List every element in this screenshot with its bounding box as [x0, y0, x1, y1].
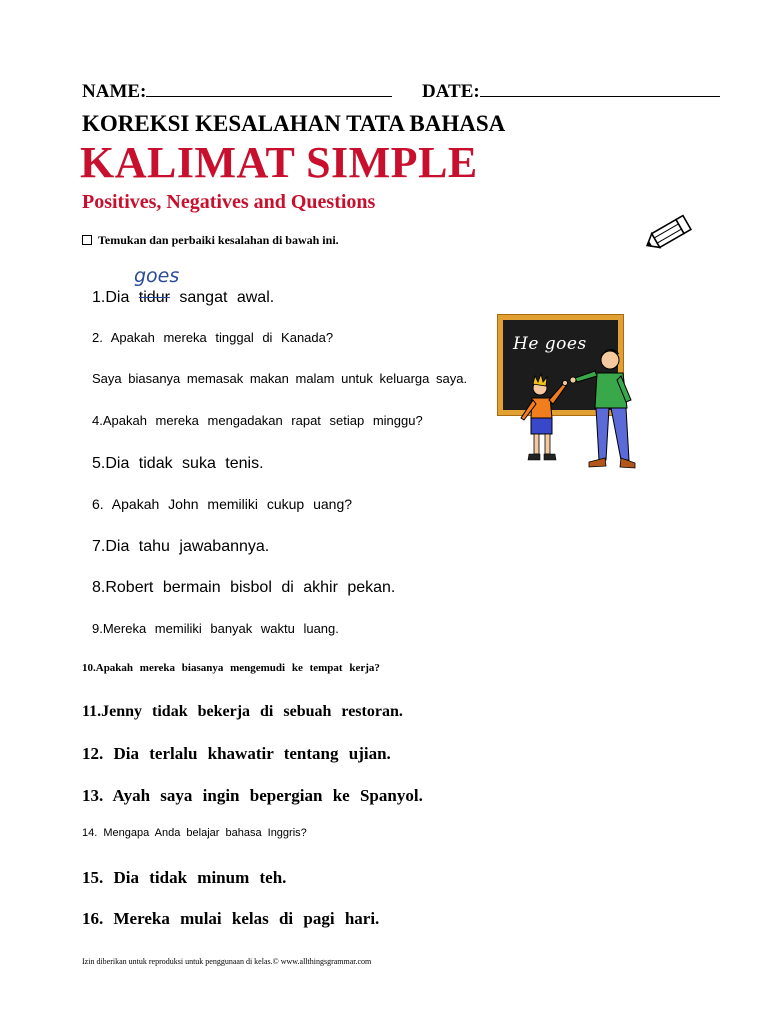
footer-copyright: Izin diberikan untuk reproduksi untuk penggunaan di kelas.© www.allthingsgrammar.com: [82, 957, 372, 966]
instruction-text: Temukan dan perbaiki kesalahan di bawah ini.: [98, 233, 339, 247]
name-blank-line[interactable]: [146, 82, 392, 97]
teacher-student-illustration: [505, 340, 645, 475]
sentence-6: 6. Apakah John memiliki cukup uang?: [92, 496, 353, 512]
date-label: DATE:: [422, 81, 480, 102]
sentence-3: Saya biasanya memasak makan malam untuk keluarga saya.: [92, 371, 468, 386]
sentence-1-prefix: 1.Dia: [92, 289, 139, 306]
sentence-2: 2. Apakah mereka tinggal di Kanada?: [92, 330, 334, 345]
sentence-4: 4.Apakah mereka mengadakan rapat setiap minggu?: [92, 413, 423, 428]
sentence-9: 9.Mereka memiliki banyak waktu luang.: [92, 621, 339, 636]
sentence-13: 13. Ayah saya ingin bepergian ke Spanyol.: [82, 786, 423, 805]
sentence-11: 11.Jenny tidak bekerja di sebuah restoran.: [82, 703, 403, 720]
sentence-14: 14. Mengapa Anda belajar bahasa Inggris?: [82, 827, 307, 839]
sentence-12: 12. Dia terlalu khawatir tentang ujian.: [82, 744, 391, 763]
instruction-line: [82, 233, 339, 248]
name-field[interactable]: [82, 81, 392, 103]
sentence-7: 7.Dia tahu jawabannya.: [92, 538, 270, 555]
sentence-1-error-word[interactable]: tidur: [138, 289, 170, 306]
date-field[interactable]: [422, 81, 720, 103]
sentence-5: 5.Dia tidak suka tenis.: [92, 455, 264, 472]
sentence-1-suffix: sangat awal.: [169, 289, 275, 306]
worksheet-subtitle: KOREKSI KESALAHAN TATA BAHASA: [82, 111, 506, 136]
sentence-10: 10.Apakah mereka biasanya mengemudi ke tempat kerja?: [82, 662, 380, 674]
pencil-icon: [638, 212, 696, 256]
instruction-bullet-icon: [82, 235, 92, 245]
page-title: KALIMAT SIMPLE: [80, 138, 478, 187]
handwritten-correction: goes: [134, 265, 180, 287]
sentence-1: [92, 289, 274, 307]
sentence-16: 16. Mereka mulai kelas di pagi hari.: [82, 909, 380, 928]
student-figure: [521, 374, 568, 460]
name-label: NAME:: [82, 81, 147, 102]
sentence-15: 15. Dia tidak minum teh.: [82, 868, 287, 887]
chalkboard-text: He goes: [513, 334, 587, 354]
page-tagline: Positives, Negatives and Questions: [82, 191, 376, 213]
teacher-figure: [570, 349, 635, 468]
sentence-8: 8.Robert bermain bisbol di akhir pekan.: [92, 579, 396, 596]
date-blank-line[interactable]: [480, 82, 720, 97]
